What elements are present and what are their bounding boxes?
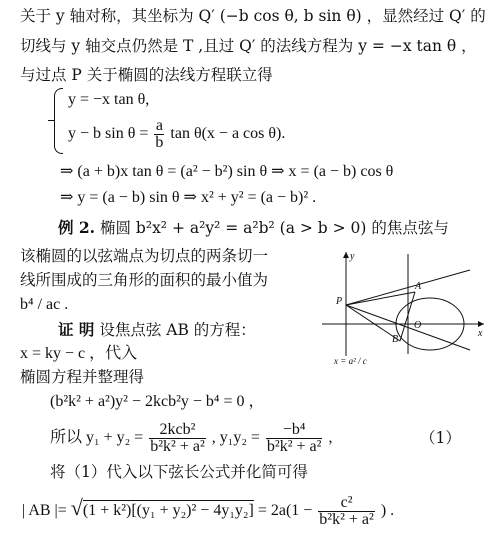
vieta-end: ,: [328, 429, 333, 446]
proof-line-3: 椭圆方程并整理得: [20, 368, 145, 386]
example-line-2: 该椭圆的以弦端点为切点的两条切一: [20, 247, 269, 265]
product-numerator: −b⁴: [266, 422, 323, 439]
chord-fraction: [318, 495, 375, 528]
fraction-denominator: b: [155, 133, 164, 151]
line-3: 与过点 P 关于椭圆的法线方程联立得: [20, 66, 273, 84]
vieta-prefix: 所以 y₁ + y₂ =: [50, 429, 144, 446]
chord-mid: = 2a(1 −: [257, 502, 313, 519]
example-line-4: b⁴ / ac .: [20, 296, 69, 313]
example-line-3: 线所围成的三角形的面积的最小值为: [20, 271, 269, 289]
ellipse-diagram: [320, 248, 490, 366]
chord-denominator: b²k² + a²: [319, 510, 374, 528]
product-fraction: [266, 422, 323, 455]
system-eq-2: [68, 116, 285, 152]
proof-line-2: x = ky − c ，代入: [20, 345, 138, 362]
example-text: 椭圆 b²x² + a²y² = a²b² (a > b > 0) 的焦点弦与: [95, 219, 449, 237]
product-denominator: b²k² + a²: [266, 437, 322, 455]
example-line: [58, 218, 449, 238]
sum-numerator: 2kcb²: [149, 422, 206, 439]
implication-2: ⇒ y = (a − b) sin θ ⇒ x² + y² = (a − b)² .: [60, 189, 317, 206]
line-2: 切线与 y 轴交点仍然是 T ,且过 Q′ 的法线方程为 y = −x tan θ ，: [20, 37, 477, 55]
label-P: P: [336, 296, 343, 307]
proof-text: 设焦点弦 AB 的方程：: [94, 321, 256, 339]
y-axis-arrow: [343, 252, 349, 258]
label-y: y: [350, 251, 355, 262]
chord-numerator: c²: [318, 495, 375, 512]
label-x: x: [478, 328, 483, 339]
fraction-numerator: a: [155, 116, 163, 134]
fraction-a-over-b: [154, 118, 164, 151]
quadratic-equation: (b²k² + a²)y² − 2kcb²y − b⁴ = 0 ，: [50, 393, 265, 410]
label-A: A: [415, 281, 422, 292]
chord-left: | AB |=: [22, 502, 67, 519]
segment-P-A: [346, 292, 415, 305]
example-label: 例 2.: [58, 218, 96, 237]
vieta-mid: , y₁y₂ =: [211, 429, 260, 446]
directrix-caption: x = a² / c: [334, 356, 367, 366]
sum-denominator: b²k² + a²: [150, 437, 205, 455]
sqrt-sign: √: [70, 495, 83, 520]
label-B: B: [392, 334, 399, 345]
equation-number: （1）: [420, 429, 461, 447]
proof-line: [58, 320, 256, 340]
system-eq-2-left: y − b sin θ =: [68, 125, 149, 142]
sum-fraction: [149, 422, 206, 455]
chord-end: ) .: [380, 502, 395, 519]
line-1: 关于 y 轴对称，其坐标为 Q′ (−b cos θ, b sin θ) ，显然经过 Q′ 的: [20, 7, 486, 25]
sqrt-radicand: (1 + k²)[(y₁ + y₂)² − 4y₁y₂]: [82, 502, 254, 519]
vieta-formulas: [50, 420, 332, 456]
substitution-line: 将（1）代入以下弦长公式并化简可得: [50, 463, 308, 481]
chord-length-formula: [22, 490, 394, 529]
x-axis-arrow: [478, 321, 484, 327]
system-eq-1: y = −x tan θ,: [68, 91, 150, 108]
label-O: O: [414, 320, 422, 331]
system-eq-2-right: tan θ(x − a cos θ).: [170, 125, 286, 142]
proof-label: 证 明: [58, 320, 95, 339]
implication-1: ⇒ (a + b)x tan θ = (a² − b²) sin θ ⇒ x = (a − b) cos θ: [60, 163, 394, 180]
system-brace: [54, 88, 63, 154]
